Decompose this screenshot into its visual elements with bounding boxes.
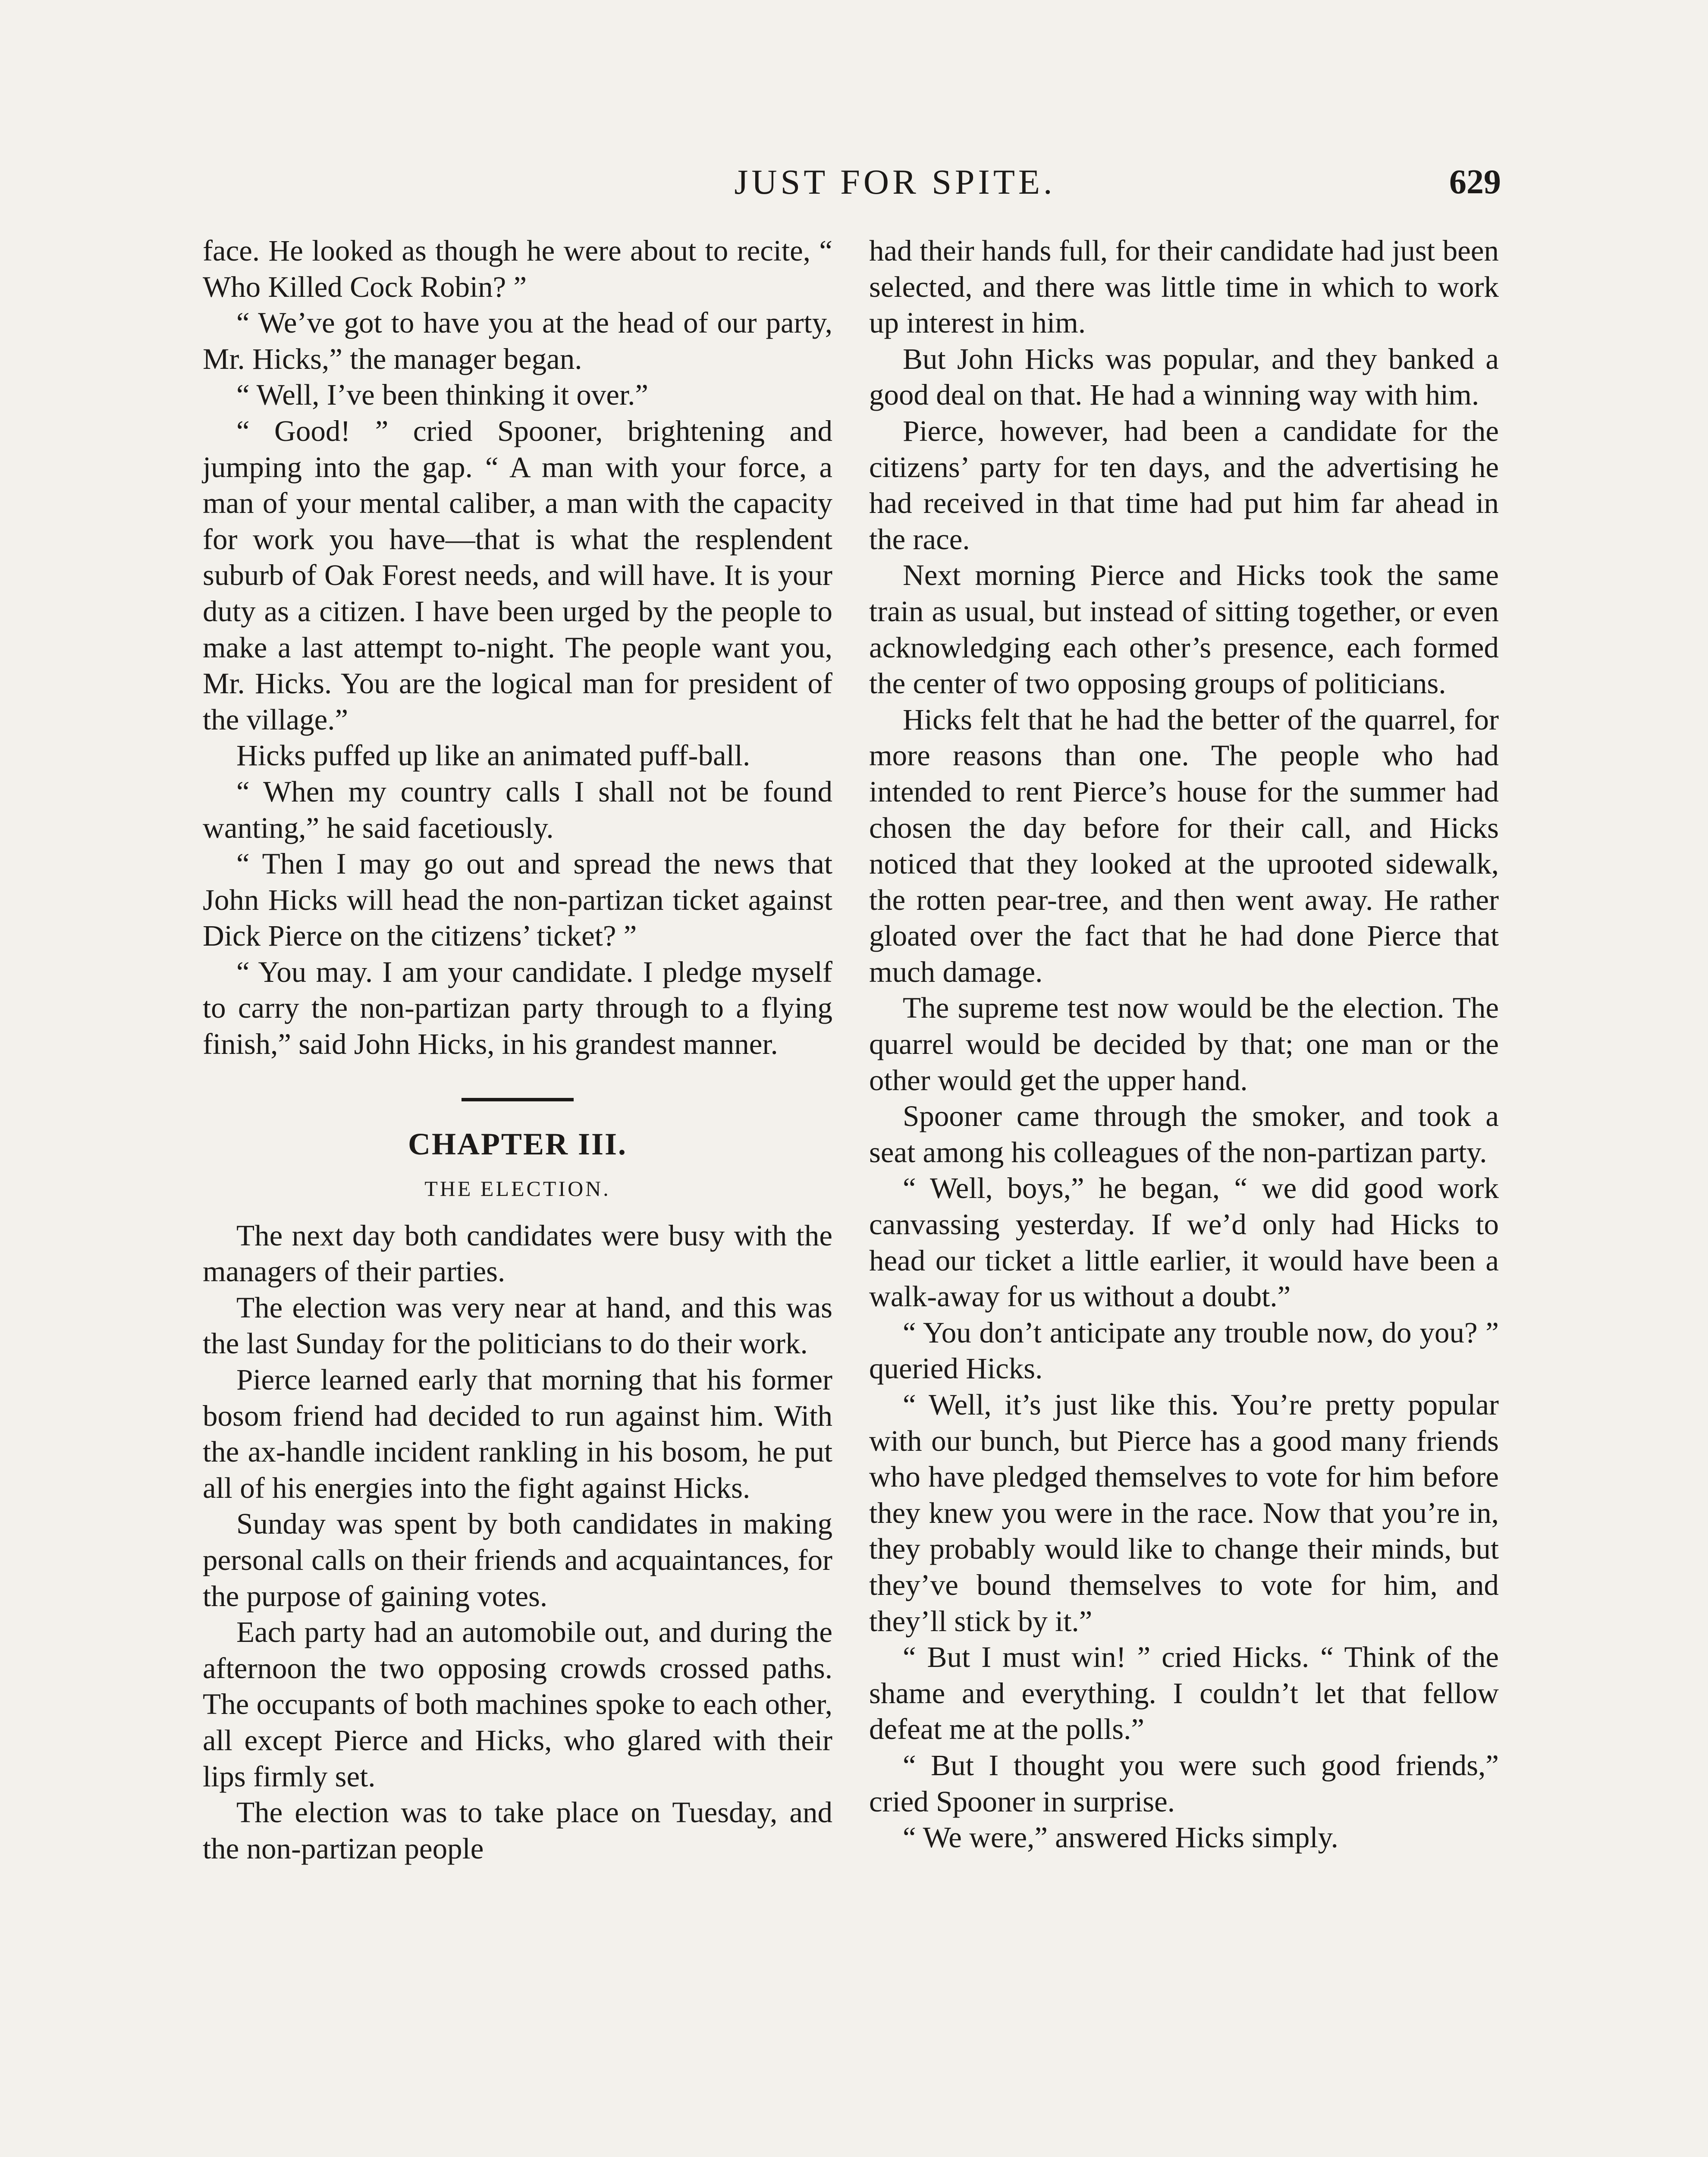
paragraph: “ We were,” answered Hicks simply.	[903, 1821, 1338, 1854]
left-column	[203, 233, 832, 1867]
paragraph: “ But I thought you were such good friends,” cried Spooner in surprise.	[869, 1748, 1499, 1818]
paragraph: Hicks puffed up like an animated puff-ball.	[236, 739, 750, 772]
paragraph: Hicks felt that he had the better of the quarrel, for more reasons than one. The people who had intended to rent Pierce’s house for the summer had chosen the day before for their call, and Hicks noticed that they looked at the uprooted sidewalk, the rotten pear-tree, and then went away. He rather gloated over the fact that he had done Pierce that much damage.	[869, 703, 1499, 988]
paragraph: The supreme test now would be the election. The quarrel would be decided by that; one man or the other would get the upper hand.	[869, 991, 1499, 1097]
paragraph: “ Well, I’ve been thinking it over.”	[236, 378, 649, 412]
paragraph: Next morning Pierce and Hicks took the same train as usual, but instead of sitting together, or even acknowledging each other’s presence, each formed the center of two opposing groups of politicians.	[869, 559, 1499, 700]
paragraph: Spooner came through the smoker, and took a seat among his colleagues of the non-partizan party.	[869, 1100, 1499, 1169]
paragraph: “ When my country calls I shall not be found wanting,” he said facetiously.	[203, 775, 832, 844]
paragraph: Pierce learned early that morning that his former bosom friend had decided to run against him. With the ax-handle incident rankling in his bosom, he put all of his energies into the fight against Hicks.	[203, 1363, 832, 1504]
paragraph: The election was very near at hand, and this was the last Sunday for the politicians to do their work.	[203, 1291, 832, 1360]
paragraph: The next day both candidates were busy with the managers of their parties.	[203, 1219, 832, 1288]
paragraph: “ You don’t anticipate any trouble now, do you? ” queried Hicks.	[869, 1316, 1499, 1385]
paragraph: But John Hicks was popular, and they banked a good deal on that. He had a winning way with him.	[869, 342, 1499, 412]
paragraph: “ Well, boys,” he began, “ we did good work canvassing yesterday. If we’d only had Hicks to head our ticket a little earlier, it would have been a walk-away for us without a doubt.”	[869, 1172, 1499, 1313]
paragraph: “ But I must win! ” cried Hicks. “ Think of the shame and everything. I couldn’t let that fellow defeat me at the polls.”	[869, 1641, 1499, 1746]
paragraph: “ Good! ” cried Spooner, brightening and jumping into the gap. “ A man with your force, a man of your mental caliber, a man with the capacity for work you have—that is what the resplendent suburb of Oak Forest needs, and will have. It is your duty as a citizen. I have been urged by the people to make a last attempt to-night. The people want you, Mr. Hicks. You are the logical man for president of the village.”	[203, 414, 832, 736]
section-divider	[462, 1098, 574, 1101]
page-number: 629	[1449, 163, 1501, 201]
paragraph: had their hands full, for their candidate had just been selected, and there was little time in which to work up interest in him.	[869, 234, 1499, 340]
paragraph: face. He looked as though he were about to recite, “ Who Killed Cock Robin? ”	[203, 234, 832, 303]
paragraph: Pierce, however, had been a candidate for the citizens’ party for ten days, and the advertising he had received in that time had put him far ahead in the race.	[869, 414, 1499, 556]
paragraph: “ Then I may go out and spread the news that John Hicks will head the non-partizan ticket against Dick Pierce on the citizens’ ticket? ”	[203, 847, 832, 953]
right-column	[869, 233, 1499, 1856]
chapter-title: CHAPTER III.	[408, 1126, 628, 1161]
running-title: JUST FOR SPITE.	[734, 162, 1056, 201]
chapter-subtitle: THE ELECTION.	[424, 1176, 611, 1201]
running-head	[207, 160, 1501, 204]
paragraph: Sunday was spent by both candidates in making personal calls on their friends and acquaintances, for the purpose of gaining votes.	[203, 1507, 832, 1613]
paragraph: “ We’ve got to have you at the head of our party, Mr. Hicks,” the manager began.	[203, 306, 832, 375]
paragraph: The election was to take place on Tuesday, and the non-partizan people	[203, 1796, 832, 1865]
paragraph: “ Well, it’s just like this. You’re pretty popular with our bunch, but Pierce has a good many friends who have pledged themselves to vote for him before they knew you were in the race. Now that you’re in, they probably would like to change their minds, but they’ve bound themselves to vote for him, and they’ll stick by it.”	[869, 1388, 1499, 1638]
paragraph: Each party had an automobile out, and during the afternoon the two opposing crowds crossed paths. The occupants of both machines spoke to each other, all except Pierce and Hicks, who glared with their lips firmly set.	[203, 1616, 832, 1793]
paragraph: “ You may. I am your candidate. I pledge myself to carry the non-partizan party through to a flying finish,” said John Hicks, in his grandest manner.	[203, 955, 832, 1061]
